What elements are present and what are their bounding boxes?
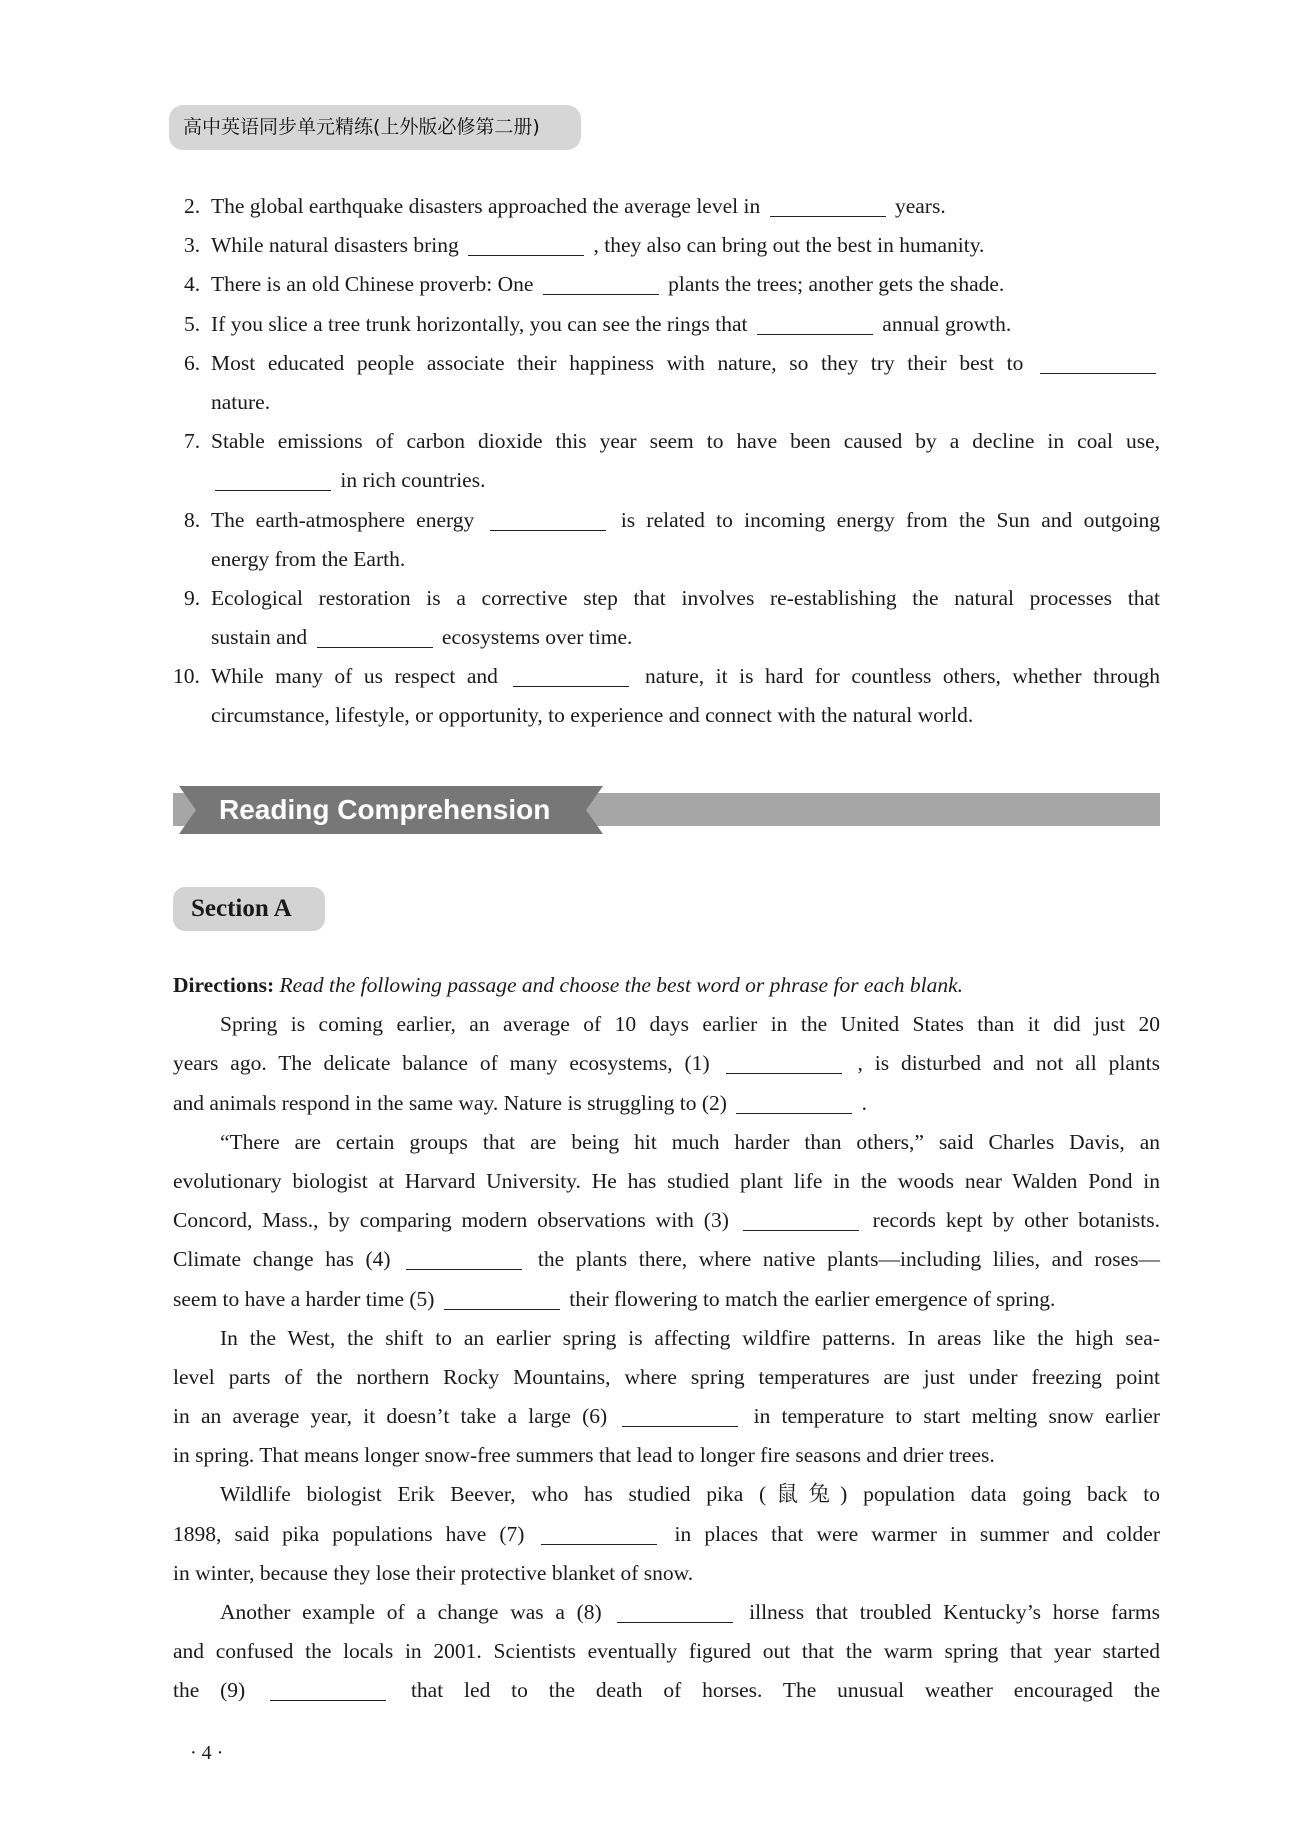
text-line <box>173 501 1160 540</box>
fill-in-blank-items <box>173 187 1160 736</box>
text-line <box>173 1044 1160 1083</box>
line-text: and confused the locals in 2001. Scientists eventually figured out that the warm spring that year started <box>173 1639 1160 1664</box>
banner-title: Reading Comprehension <box>219 794 551 825</box>
line-text: While many of us respect and <box>211 664 498 689</box>
text-line <box>173 305 1160 344</box>
text-line <box>173 1632 1160 1671</box>
text-line <box>173 422 1160 461</box>
answer-blank[interactable] <box>490 506 606 531</box>
line-text: Wildlife biologist Erik Beever, who has studied pika (鼠兔) population data going back to <box>220 1482 1160 1507</box>
text-line <box>173 344 1160 383</box>
text-line <box>173 1436 1160 1475</box>
directions-line <box>173 966 1160 1005</box>
text-line <box>173 657 1160 696</box>
answer-blank[interactable] <box>770 192 886 217</box>
text-line <box>173 265 1160 304</box>
item-number: 2. <box>184 194 201 218</box>
passage <box>173 966 1160 1711</box>
item-number: 4. <box>184 272 201 297</box>
page-number: · 4 · <box>190 1742 224 1764</box>
book-title-header: 高中英语同步单元精练(上外版必修第二册) <box>169 105 581 150</box>
line-text: Ecological restoration is a corrective step that involves re-establishing the natural processes that <box>211 585 1160 610</box>
line-text: sustain and <box>211 625 308 650</box>
answer-blank[interactable] <box>468 231 584 256</box>
answer-blank[interactable] <box>406 1245 522 1270</box>
directions-label: Directions: <box>173 973 275 997</box>
line-text: years. <box>894 194 946 218</box>
item-number: 7. <box>184 429 201 454</box>
line-text: annual growth. <box>882 311 1012 336</box>
line-text: and animals respond in the same way. Nature is struggling to (2) <box>173 1090 727 1115</box>
text-line <box>173 187 1160 226</box>
line-text: In the West, the shift to an earlier spring is affecting wildfire patterns. In areas like the high sea- <box>220 1325 1160 1350</box>
line-text: evolutionary biologist at Harvard University. He has studied plant life in the woods near Walden Pond in <box>173 1168 1160 1193</box>
item-number: 3. <box>184 233 201 258</box>
answer-blank[interactable] <box>317 623 433 648</box>
line-text: nature, it is hard for countless others, whether through <box>645 664 1161 689</box>
text-line <box>173 1358 1160 1397</box>
line-text: is related to incoming energy from the Sun and outgoing <box>620 507 1161 532</box>
line-text: 1898, said pika populations have (7) <box>173 1521 525 1546</box>
line-text: in rich countries. <box>340 468 486 493</box>
answer-blank[interactable] <box>513 662 629 687</box>
line-text: ecosystems over time. <box>441 625 633 650</box>
answer-blank[interactable] <box>541 1520 657 1545</box>
line-text: in places that were warmer in summer and colder <box>674 1521 1161 1546</box>
line-text: in temperature to start melting snow earlier <box>753 1404 1160 1429</box>
line-text: , they also can bring out the best in humanity. <box>593 233 985 258</box>
line-text: . <box>861 1090 868 1115</box>
line-text: years ago. The delicate balance of many ecosystems, (1) <box>173 1051 710 1076</box>
line-text: the (9) <box>173 1678 246 1703</box>
line-text: records kept by other botanists. <box>872 1208 1160 1233</box>
directions-text: Read the following passage and choose the best word or phrase for each blank. <box>279 973 964 997</box>
text-line <box>173 1005 1160 1044</box>
answer-blank[interactable] <box>757 310 873 335</box>
line-text: The global earthquake disasters approached the average level in <box>211 194 761 218</box>
line-text: level parts of the northern Rocky Mountains, where spring temperatures are just under freezing point <box>173 1364 1160 1389</box>
answer-blank[interactable] <box>622 1402 738 1427</box>
section-heading: Section A <box>173 887 325 931</box>
line-text: the plants there, where native plants—including lilies, and roses— <box>537 1247 1161 1272</box>
text-line <box>173 1201 1160 1240</box>
line-text: If you slice a tree trunk horizontally, you can see the rings that <box>211 311 748 336</box>
answer-blank[interactable] <box>543 270 659 295</box>
text-line <box>173 1515 1160 1554</box>
text-line <box>173 1397 1160 1436</box>
text-line <box>173 1554 1160 1593</box>
text-line <box>173 1240 1160 1279</box>
text-line <box>173 696 1160 735</box>
text-line <box>173 461 1160 500</box>
answer-blank[interactable] <box>1040 349 1156 374</box>
answer-blank[interactable] <box>215 466 331 491</box>
line-text: their flowering to match the earlier emergence of spring. <box>569 1286 1056 1311</box>
reading-comprehension-banner <box>173 786 1160 834</box>
line-text: Stable emissions of carbon dioxide this year seem to have been caused by a decline in coal use, <box>211 429 1160 454</box>
text-line <box>173 618 1160 657</box>
answer-blank[interactable] <box>444 1285 560 1310</box>
text-line <box>173 1593 1160 1632</box>
item-number: 8. <box>184 507 201 532</box>
line-text: Climate change has (4) <box>173 1247 391 1272</box>
text-line <box>173 1319 1160 1358</box>
line-text: “There are certain groups that are being hit much harder than others,” said Charles Davis, an <box>220 1129 1160 1154</box>
text-line <box>173 1162 1160 1201</box>
item-number: 5. <box>184 311 201 336</box>
answer-blank[interactable] <box>617 1598 733 1623</box>
line-text: Spring is coming earlier, an average of 10 days earlier in the United States than it did just 20 <box>220 1012 1160 1037</box>
line-text: in winter, because they lose their protective blanket of snow. <box>173 1560 694 1585</box>
text-line <box>173 579 1160 618</box>
line-text: seem to have a harder time (5) <box>173 1286 435 1311</box>
line-text: Most educated people associate their happiness with nature, so they try their best to <box>211 350 1024 375</box>
text-line <box>173 1475 1160 1514</box>
line-text: illness that troubled Kentucky’s horse farms <box>749 1600 1160 1624</box>
line-text: , is disturbed and not all plants <box>857 1051 1161 1076</box>
line-text: energy from the Earth. <box>211 546 406 571</box>
line-text: plants the trees; another gets the shade. <box>668 272 1005 297</box>
item-number: 9. <box>184 585 201 610</box>
answer-blank[interactable] <box>726 1049 842 1074</box>
line-text: There is an old Chinese proverb: One <box>211 272 534 297</box>
line-text: circumstance, lifestyle, or opportunity, to experience and connect with the natural world. <box>211 703 974 728</box>
item-number: 6. <box>184 350 201 375</box>
item-number: 10. <box>173 664 200 689</box>
line-text: that led to the death of horses. The unusual weather encouraged the <box>410 1678 1161 1703</box>
line-text: in an average year, it doesn’t take a large (6) <box>173 1404 608 1429</box>
line-text: Another example of a change was a (8) <box>220 1600 602 1624</box>
text-line <box>173 383 1160 422</box>
line-text: Concord, Mass., by comparing modern observations with (3) <box>173 1208 729 1233</box>
line-text: in spring. That means longer snow-free summers that lead to longer fire seasons and drier trees. <box>173 1443 995 1468</box>
text-line <box>173 226 1160 265</box>
answer-blank[interactable] <box>270 1676 386 1701</box>
answer-blank[interactable] <box>736 1089 852 1114</box>
line-text: The earth-atmosphere energy <box>211 507 475 532</box>
line-text: While natural disasters bring <box>211 233 459 258</box>
text-line <box>173 1280 1160 1319</box>
answer-blank[interactable] <box>743 1206 859 1231</box>
text-line <box>173 1084 1160 1123</box>
text-line <box>173 1123 1160 1162</box>
text-line <box>173 1671 1160 1710</box>
text-line <box>173 540 1160 579</box>
line-text: nature. <box>211 389 271 414</box>
